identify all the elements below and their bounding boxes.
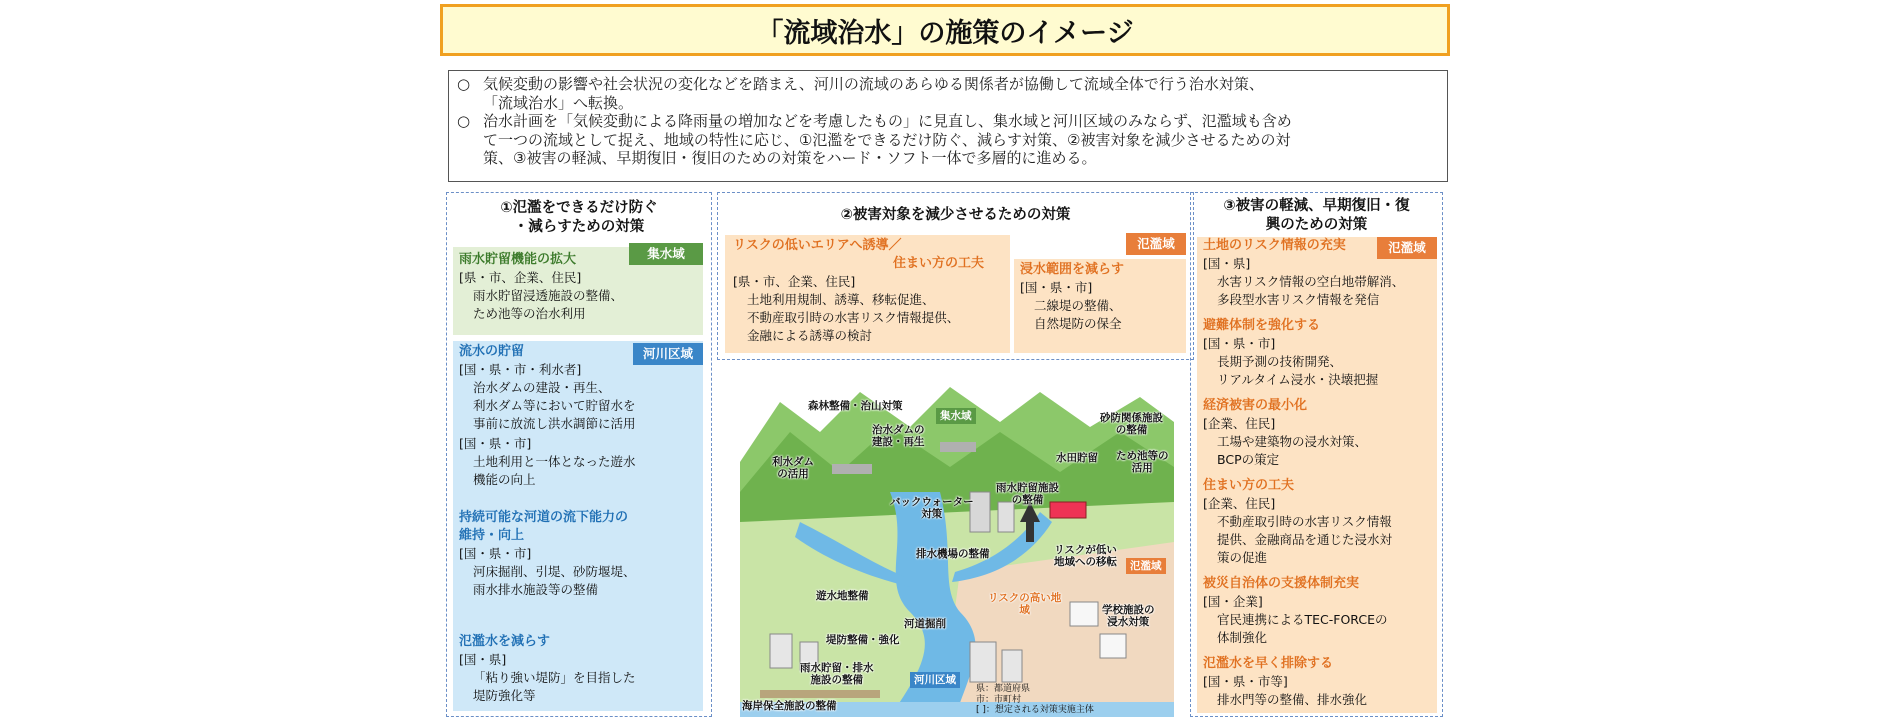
measure-actor: [県・市、企業、住民] (459, 270, 582, 285)
measure-body: 雨水排水施設等の整備 (473, 582, 599, 597)
measure-body: 土地利用規制、誘導、移転促進、 (747, 292, 935, 307)
flood-zone-tag: 氾濫域 (1377, 237, 1437, 259)
label-channel-dredging: 河道掘削 (904, 618, 946, 630)
label-line: 雨水貯留・排水 (800, 662, 874, 674)
label-retarding-basin: 遊水地整備 (816, 590, 869, 602)
measure-body: BCPの策定 (1217, 452, 1280, 467)
label-line: 治水ダムの (872, 424, 925, 436)
measure-item (459, 509, 636, 599)
measure-actor: [企業、住民] (1203, 416, 1276, 431)
measure-heading: 住まい方の工夫 (893, 256, 985, 271)
summary-box (448, 70, 1448, 182)
measure-item (459, 633, 636, 705)
label-line: 砂防関係施設 (1100, 412, 1163, 424)
measure-body: 官民連携によるTEC-FORCEの (1217, 612, 1388, 627)
measure-heading: 持続可能な河道の流下能力の (459, 510, 629, 525)
measure-heading: 氾濫水を減らす (459, 634, 551, 649)
label-line: ため池等の (1116, 450, 1169, 462)
river-zone-tag: 河川区域 (910, 672, 960, 688)
label-line: 建設・再生 (872, 436, 925, 448)
flood-zone-tag: 氾濫域 (1126, 233, 1186, 255)
label-line: 浸水対策 (1107, 616, 1150, 628)
label-line: 対策 (921, 508, 943, 520)
measure-body: 事前に放流し洪水調節に活用 (473, 416, 636, 431)
measure-body: 河床掘削、引堤、砂防堰堤、 (473, 564, 636, 579)
column-heading-line: ①氾濫をできるだけ防ぐ (500, 200, 658, 216)
bullet-circle-icon: ○ (457, 75, 471, 93)
measure-item (1203, 655, 1367, 709)
measure-heading: 氾濫水を早く排除する (1203, 656, 1334, 671)
measure-body: 「粘り強い堤防」を目指した (473, 670, 636, 685)
measure-body: 利水ダム等において貯留水を (473, 398, 636, 413)
measure-heading: リスクの低いエリアへ誘導／ (733, 238, 902, 253)
column-prevent-flood (446, 192, 712, 717)
measure-item (459, 251, 623, 323)
label-sabo (1100, 412, 1163, 436)
catchment-tag: 集水域 (936, 408, 976, 424)
measure-actor: [国・県・市] (459, 436, 532, 451)
measure-item (1203, 397, 1367, 469)
column-heading-line: ・減らすための対策 (513, 219, 645, 235)
measure-actor: [国・県] (1203, 256, 1251, 271)
label-line: 域 (1019, 604, 1030, 616)
measure-body: 金融による誘導の検討 (747, 328, 873, 343)
label-dam (872, 424, 925, 448)
catchment-panel (453, 247, 703, 335)
catchment-tag: 集水域 (629, 243, 703, 265)
label-tameike (1116, 450, 1169, 474)
label-line: 雨水貯留施設 (996, 482, 1059, 494)
column-heading (1191, 197, 1442, 235)
measure-body: 二線堤の整備、 (1034, 298, 1122, 313)
measure-body: 自然堤防の保全 (1034, 316, 1122, 331)
measure-body: 排水門等の整備、排水強化 (1217, 692, 1368, 707)
label-line: の整備 (1115, 424, 1148, 436)
summary-line: 「流域治水」へ転換。 (483, 93, 634, 112)
flood-zone-panel (1197, 237, 1437, 713)
measure-body: ため池等の治水利用 (473, 306, 586, 321)
column-reduce-exposure (717, 192, 1194, 360)
summary-item-1 (457, 75, 1439, 112)
label-line: の整備 (1011, 494, 1044, 506)
guidance-panel (725, 235, 1010, 353)
measure-actor: [国・県・市] (1020, 280, 1093, 295)
measure-body: 堤防強化等 (473, 688, 536, 703)
column-heading: ②被害対象を減少させるための対策 (840, 207, 1071, 223)
label-rain-storage (996, 482, 1059, 506)
bullet-circle-icon: ○ (457, 112, 471, 130)
summary-item-2 (457, 112, 1439, 168)
label-paddy: 水田貯留 (1056, 452, 1098, 464)
river-zone-panel (453, 341, 703, 711)
measure-item (459, 435, 636, 489)
measure-heading: 避難体制を強化する (1203, 318, 1321, 333)
measure-body: 雨水貯留浸透施設の整備、 (473, 288, 624, 303)
label-line: 活用 (1131, 462, 1153, 474)
label-forest: 森林整備・治山対策 (808, 400, 903, 412)
measure-item (1203, 317, 1378, 389)
page-title: 「流域治水」の施策のイメージ (440, 4, 1450, 56)
label-line: 学校施設の (1102, 604, 1155, 616)
label-line: バックウォーター (890, 496, 974, 508)
measure-body: 土地利用と一体となった遊水 (473, 454, 636, 469)
measure-heading: 土地のリスク情報の充実 (1203, 238, 1346, 253)
measure-body: 工場や建築物の浸水対策、 (1217, 434, 1368, 449)
measure-body: 機能の向上 (473, 472, 536, 487)
label-backwater (890, 496, 974, 520)
measure-body: 体制強化 (1217, 630, 1268, 645)
label-levee: 堤防整備・強化 (826, 634, 900, 646)
label-line: リスクの高い地 (988, 592, 1062, 604)
measure-heading: 雨水貯留機能の拡大 (459, 252, 577, 267)
label-high-risk-area (988, 592, 1061, 616)
measure-body: 策の促進 (1217, 550, 1268, 565)
measure-body: 水害リスク情報の空白地帯解消、 (1217, 274, 1405, 289)
column-heading-line: 興のための対策 (1265, 217, 1368, 233)
label-line: 利水ダム (772, 456, 814, 468)
measure-actor: [国・県・市・利水者] (459, 362, 582, 377)
measure-actor: [国・県] (459, 652, 507, 667)
measure-heading: 流水の貯留 (459, 344, 525, 359)
legend-line: [ ]：想定される対策実施主体 (976, 705, 1094, 715)
measure-heading: 住まい方の工夫 (1203, 478, 1295, 493)
measure-body: リアルタイム浸水・決壊把握 (1217, 372, 1379, 387)
summary-line: 策、③被害の軽減、早期復旧・復旧のための対策をハード・ソフト一体で多層的に進める。 (483, 149, 1097, 167)
label-line: 地域への移転 (1054, 556, 1117, 568)
summary-line: て一つの流域として捉え、地域の特性に応じ、①氾濫をできるだけ防ぐ、減らす対策、②被害対象を減少させるための対 (483, 130, 1291, 149)
legend-line: 県：都道府県 (976, 684, 1031, 694)
measure-body: 提供、金融商品を通じた浸水対 (1217, 532, 1393, 547)
label-drainage-pump: 排水機場の整備 (916, 548, 990, 560)
label-coastal: 海岸保全施設の整備 (742, 700, 837, 712)
measure-item (1203, 477, 1392, 567)
measure-actor: [企業、住民] (1203, 496, 1276, 511)
label-school (1102, 604, 1155, 628)
measure-item (1203, 575, 1388, 647)
measure-actor: [国・県・市等] (1203, 674, 1288, 689)
measure-actor: [県・市、企業、住民] (733, 274, 856, 289)
label-rain-drainage (800, 662, 874, 686)
measure-body: 長期予測の技術開発、 (1217, 354, 1343, 369)
summary-line: 気候変動の影響や社会状況の変化などを踏まえ、河川の流域のあらゆる関係者が協働して流域全体で行う治水対策、 (483, 75, 1264, 93)
flood-zone-tag: 氾濫域 (1126, 558, 1166, 574)
river-zone-tag: 河川区域 (633, 343, 703, 365)
inundation-panel (1014, 259, 1186, 353)
measure-body: 不動産取引時の水害リスク情報 (1217, 514, 1392, 529)
measure-heading: 浸水範囲を減らす (1020, 262, 1125, 277)
column-heading-line: ③被害の軽減、早期復旧・復 (1223, 198, 1410, 214)
measure-heading: 被災自治体の支援体制充実 (1203, 576, 1360, 591)
measure-item (1203, 237, 1404, 309)
label-line: の活用 (777, 468, 809, 480)
illustration-legend (976, 684, 1094, 716)
measure-body: 治水ダムの建設・再生、 (473, 380, 611, 395)
summary-line: 治水計画を「気候変動による降雨量の増加などを考慮したもの」に見直し、集水域と河川区域のみならず、氾濫域も含め (483, 112, 1292, 130)
label-line: リスクが低い (1054, 544, 1117, 556)
measure-item (733, 237, 984, 345)
measure-actor: [国・県・市] (1203, 336, 1276, 351)
river-basin-illustration (740, 372, 1174, 717)
measure-heading: 経済被害の最小化 (1203, 398, 1308, 413)
column-heading (447, 199, 711, 237)
measure-item (459, 343, 636, 433)
legend-line: 市：市町村 (976, 694, 1022, 705)
measure-body: 多段型水害リスク情報を発信 (1217, 292, 1380, 307)
measure-actor: [国・企業] (1203, 594, 1263, 609)
column-mitigate-damage (1190, 192, 1443, 717)
measure-actor: [国・県・市] (459, 546, 532, 561)
measure-item (1020, 261, 1124, 333)
measure-body: 不動産取引時の水害リスク情報提供、 (747, 310, 960, 325)
label-line: 施設の整備 (810, 674, 863, 686)
label-relocation (1054, 544, 1117, 568)
measure-heading: 維持・向上 (459, 528, 525, 543)
label-utility-dam (772, 456, 814, 480)
